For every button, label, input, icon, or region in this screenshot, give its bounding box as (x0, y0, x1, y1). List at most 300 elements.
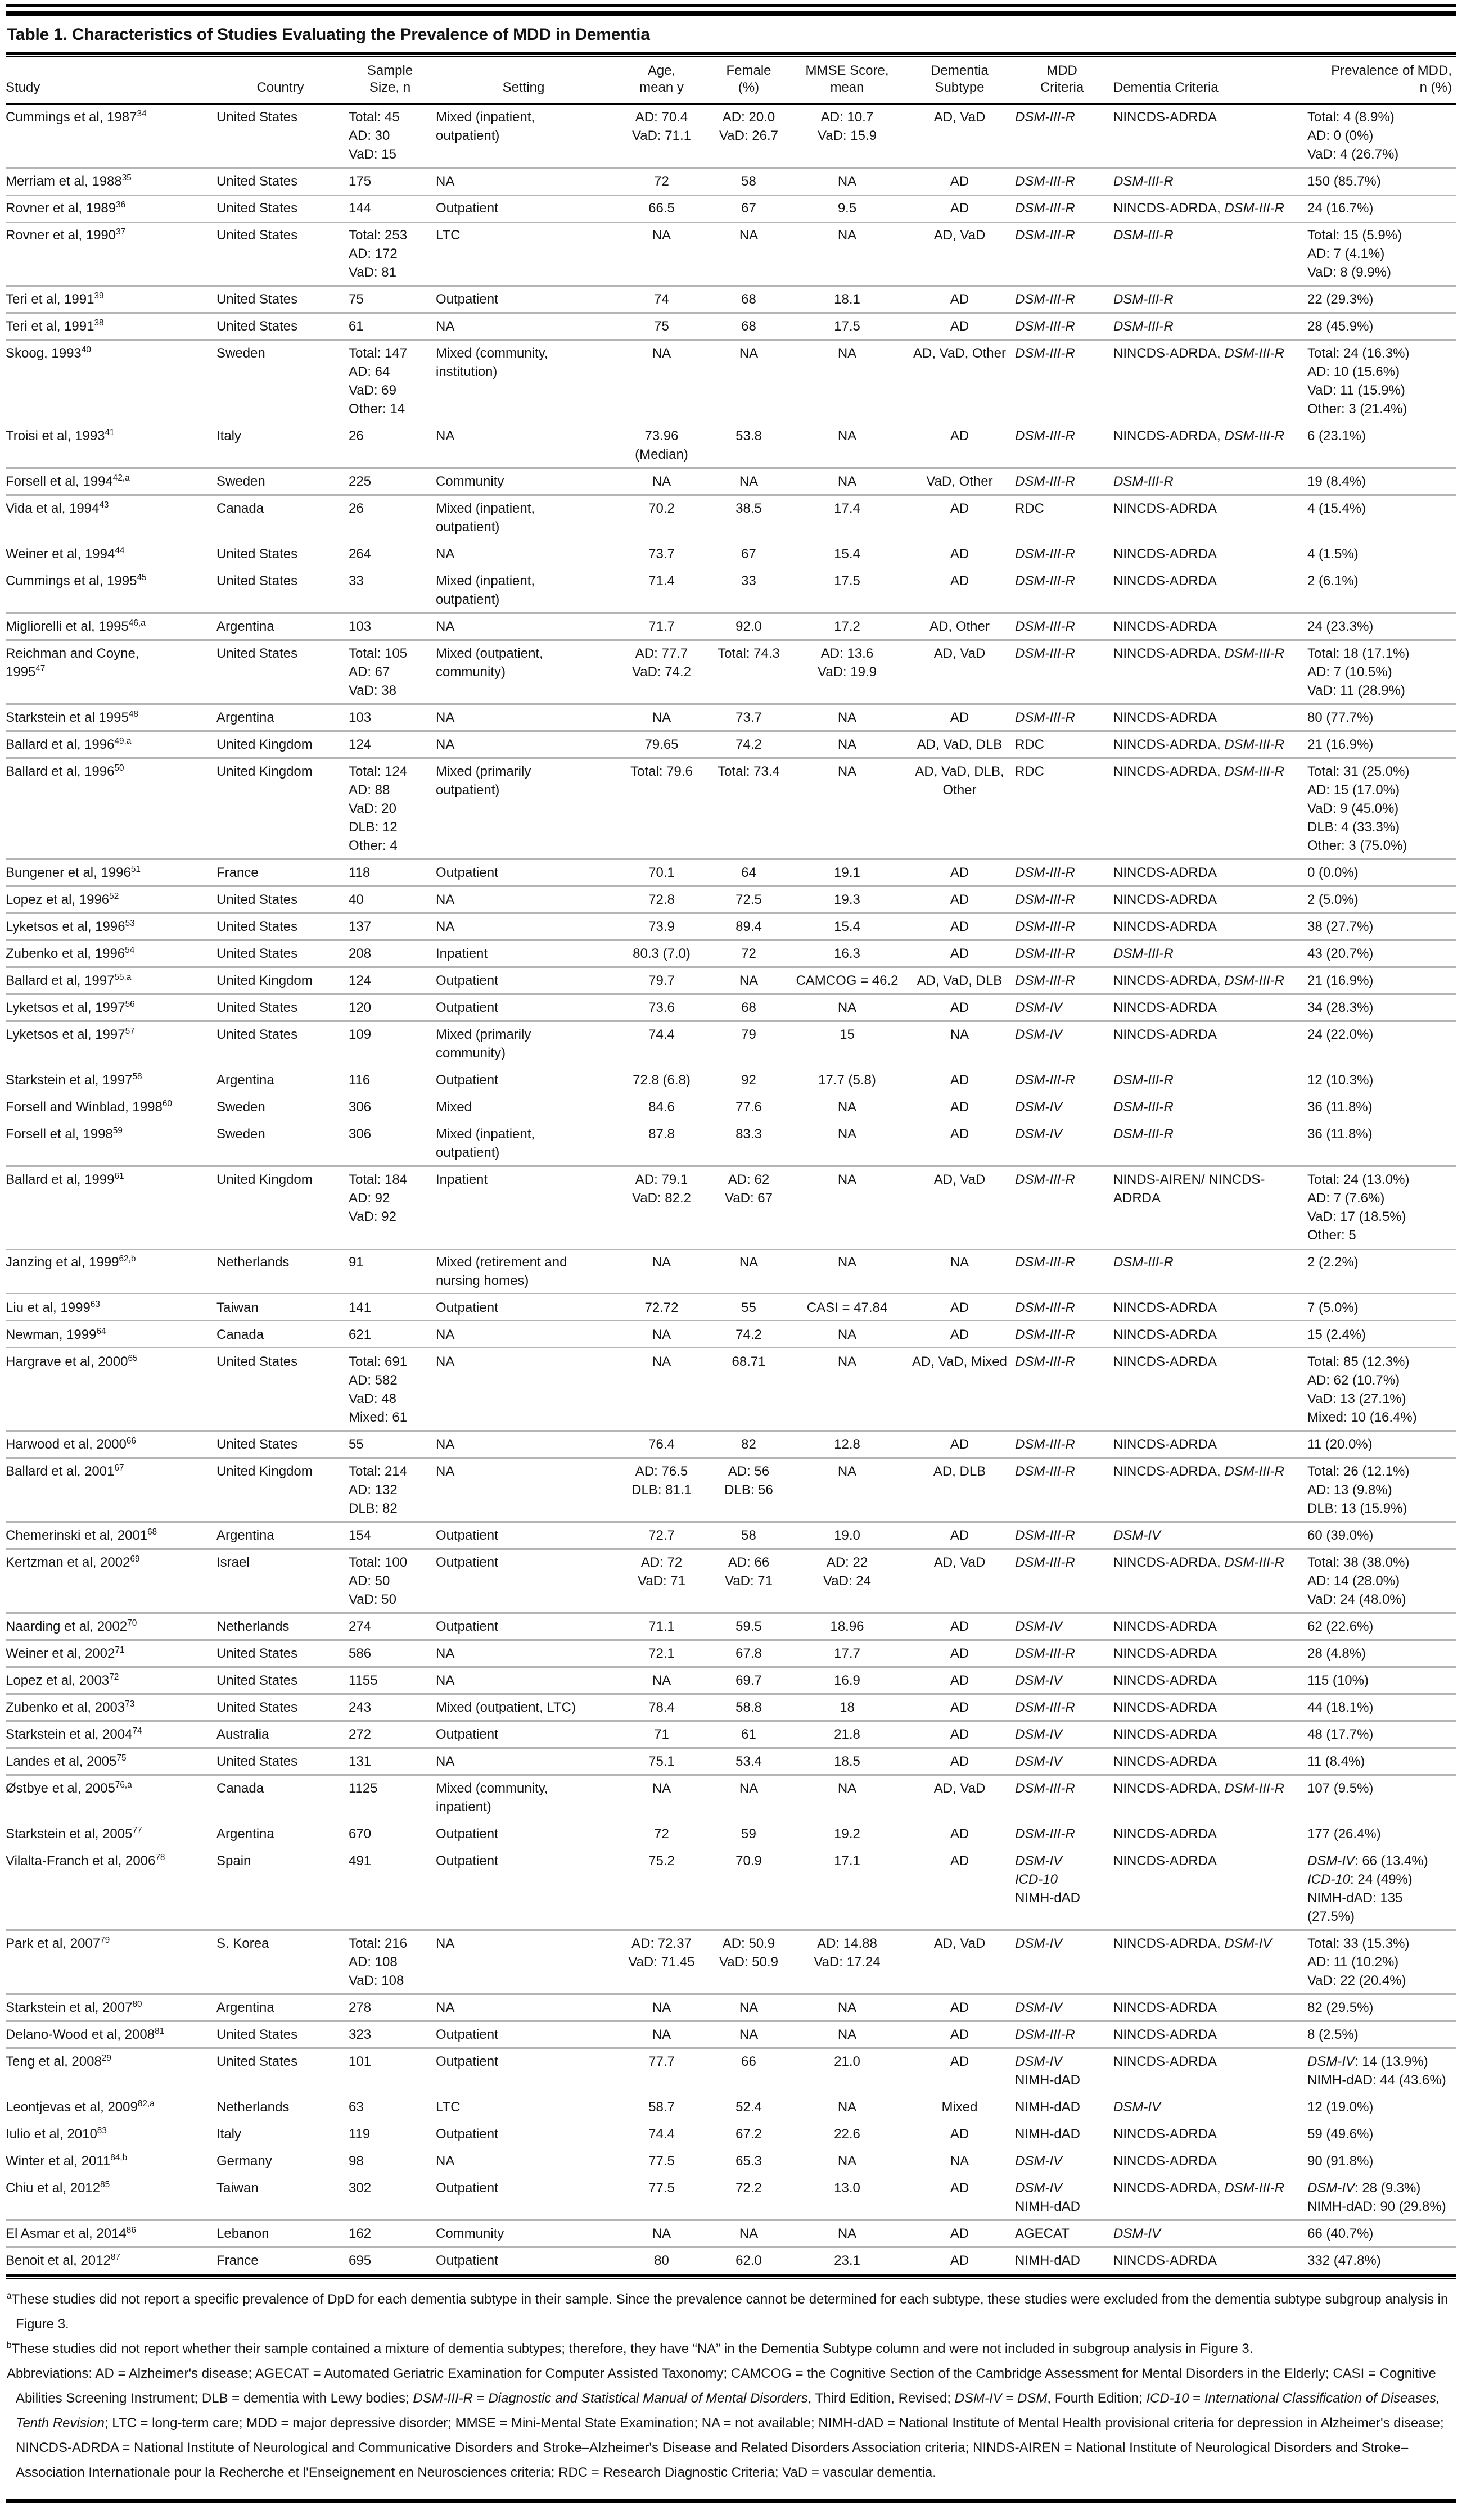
cell-mmse: NA (837, 1354, 857, 1369)
cell-study: Lyketsos et al, 1997$^{57}$ (6, 1026, 135, 1042)
cell-sample: 103 (349, 710, 372, 725)
cell-mdd: DSM-III-R (1015, 1437, 1075, 1452)
cell-setting: Mixed (outpatient, community) (436, 646, 543, 680)
cell-mmse: CAMCOG = 46.2 (796, 973, 899, 988)
table-row (6, 495, 1456, 541)
cell-setting: NA (436, 546, 455, 562)
cell-country: United Kingdom (216, 737, 313, 752)
cell-female: 58.8 (735, 1700, 762, 1715)
cell-setting: Outpatient (436, 292, 498, 307)
cell-prevalence: 150 (85.7%) (1307, 174, 1381, 189)
cell-mdd: DSM-III-R (1015, 865, 1075, 880)
cell-setting: Mixed (outpatient, LTC) (436, 1700, 576, 1715)
cell-sample: 103 (349, 619, 372, 634)
cell-prevalence: Total: 15 (5.9%) AD: 7 (4.1%) VaD: 8 (9.9%) (1307, 228, 1402, 280)
cell-female: AD: 62 VaD: 67 (725, 1172, 773, 1206)
cell-mdd: DSM-III-R (1015, 2027, 1075, 2042)
cell-study: Ballard et al, 2001$^{67}$ (6, 1463, 124, 1479)
cell-subtype: AD, DLB (933, 1464, 986, 1479)
cell-sample: 225 (349, 474, 372, 489)
cell-subtype: AD (950, 1100, 969, 1115)
cell-country: Canada (216, 1327, 264, 1342)
cell-age: 84.6 (648, 1100, 675, 1115)
cell-mmse: AD: 13.6 VaD: 19.9 (818, 646, 877, 680)
cell-setting: Mixed (retirement and nursing homes) (436, 1255, 567, 1288)
cell-setting: NA (436, 1437, 455, 1452)
cell-country: Argentina (216, 1528, 274, 1543)
cell-mmse: 19.0 (834, 1528, 860, 1543)
table-row (6, 286, 1456, 313)
table-row (6, 704, 1456, 731)
cell-country: United Kingdom (216, 764, 313, 779)
cell-subtype: AD (950, 710, 969, 725)
cell-mmse: 18.5 (834, 1754, 860, 1769)
cell-mdd: RDC (1015, 737, 1044, 752)
cell-mmse: 16.9 (834, 1673, 860, 1688)
cell-sample: 98 (349, 2153, 364, 2169)
column-header-prevalence: Prevalence of MDD, n (%) (1331, 63, 1452, 95)
cell-female: 83.3 (735, 1126, 762, 1142)
cell-age: 80 (654, 2253, 669, 2268)
cell-study: Rovner et al, 1989$^{36}$ (6, 200, 126, 216)
cell-subtype: AD (950, 1826, 969, 1842)
cell-setting: NA (436, 892, 455, 907)
cell-study: Cummings et al, 1995$^{45}$ (6, 573, 147, 589)
cell-age: 79.65 (644, 737, 679, 752)
cell-female: 66 (741, 2054, 756, 2069)
cell-prevalence: Total: 85 (12.3%) AD: 62 (10.7%) VaD: 13 (27.1%) Mixed: 10 (16.4%) (1307, 1354, 1417, 1425)
cell-setting: Outpatient (436, 973, 498, 988)
cell-prevalence: Total: 26 (12.1%) AD: 13 (9.8%) DLB: 13 (15.9%) (1307, 1464, 1410, 1516)
studies-table (6, 57, 1456, 2273)
cell-mdd: DSM-III-R (1015, 619, 1075, 634)
cell-mdd: DSM-III-R (1015, 546, 1075, 562)
column-header-female: Female (%) (726, 63, 771, 95)
cell-age: NA (652, 474, 671, 489)
cell-demcrit: NINCDS-ADRDA (1113, 1300, 1217, 1315)
cell-female: 53.4 (735, 1754, 762, 1769)
table-row (6, 104, 1456, 168)
table-row (6, 731, 1456, 758)
table-row (6, 1930, 1456, 1994)
cell-age: 80.3 (7.0) (633, 946, 691, 961)
cell-study: Lopez et al, 1996$^{52}$ (6, 892, 119, 907)
cell-age: NA (652, 346, 671, 361)
cell-country: Argentina (216, 619, 274, 634)
cell-subtype: AD (950, 201, 969, 216)
cell-mmse: NA (837, 428, 857, 444)
cell-mmse: NA (837, 764, 857, 779)
column-header-subtype: Dementia Subtype (931, 63, 989, 95)
cell-demcrit: NINCDS-ADRDA (1113, 1327, 1217, 1342)
cell-mmse: 19.1 (834, 865, 860, 880)
cell-prevalence: Total: 31 (25.0%) AD: 15 (17.0%) VaD: 9 (45.0%) DLB: 4 (33.3%) Other: 3 (75.0%) (1307, 764, 1410, 853)
cell-prevalence: 11 (8.4%) (1307, 1754, 1365, 1769)
cell-study: Starkstein et al, 2005$^{77}$ (6, 1826, 142, 1842)
cell-mmse: 21.0 (834, 2054, 860, 2069)
cell-country: United States (216, 292, 298, 307)
cell-sample: 26 (349, 501, 364, 516)
table-row (6, 1322, 1456, 1349)
cell-subtype: AD (950, 1437, 969, 1452)
cell-subtype: AD, VaD (933, 228, 986, 243)
cell-setting: Mixed (community, institution) (436, 346, 548, 379)
cell-mmse: NA (837, 474, 857, 489)
cell-mdd: DSM-III-R (1015, 346, 1075, 361)
cell-demcrit: DSM-III-R (1113, 474, 1174, 489)
cell-prevalence: DSM-IV: 66 (13.4%) ICD-10: 24 (49%) NIMH-dAD: 135 (27.5%) (1307, 1853, 1428, 1924)
cell-mdd: DSM-III-R (1015, 174, 1075, 189)
cell-mdd: DSM-IV (1015, 1000, 1062, 1015)
cell-subtype: AD, VaD, DLB, Other (915, 764, 1004, 798)
cell-female: 72.2 (735, 2180, 762, 2196)
cell-prevalence: 34 (28.3%) (1307, 1000, 1374, 1015)
column-header-country: Country (256, 80, 304, 95)
cell-female: NA (739, 228, 759, 243)
cell-mmse: 22.6 (834, 2127, 860, 2142)
table-row (6, 1431, 1456, 1458)
cell-subtype: AD (950, 573, 969, 589)
cell-demcrit: DSM-III-R (1113, 1255, 1174, 1270)
cell-mmse: NA (837, 1781, 857, 1796)
cell-study: Naarding et al, 2002$^{70}$ (6, 1618, 137, 1634)
cell-prevalence: 4 (15.4%) (1307, 501, 1366, 516)
cell-female: NA (739, 2226, 759, 2241)
cell-age: 75 (654, 319, 669, 334)
cell-country: Taiwan (216, 2180, 259, 2196)
cell-country: Canada (216, 1781, 264, 1796)
cell-mdd: DSM-III-R (1015, 292, 1075, 307)
cell-age: 77.5 (648, 2153, 675, 2169)
cell-mmse: NA (837, 2153, 857, 2169)
cell-setting: Outpatient (436, 2180, 498, 2196)
cell-demcrit: NINCDS-ADRDA (1113, 2253, 1217, 2268)
cell-prevalence: 36 (11.8%) (1307, 1126, 1373, 1142)
cell-subtype: AD (950, 1126, 969, 1142)
cell-country: United States (216, 1354, 298, 1369)
cell-prevalence: 332 (47.8%) (1307, 2253, 1381, 2268)
cell-study: Vida et al, 1994$^{43}$ (6, 500, 109, 516)
cell-setting: Outpatient (436, 2054, 498, 2069)
cell-study: Skoog, 1993$^{40}$ (6, 345, 91, 361)
cell-mmse: NA (837, 1126, 857, 1142)
cell-female: NA (739, 973, 759, 988)
cell-prevalence: 12 (10.3%) (1307, 1073, 1374, 1088)
cell-sample: 116 (349, 1073, 371, 1088)
cell-demcrit: NINCDS-ADRDA, DSM-III-R (1113, 973, 1284, 988)
cell-mmse: 17.1 (834, 1853, 860, 1868)
cell-prevalence: 6 (23.1%) (1307, 428, 1366, 444)
cell-study: Landes et al, 2005$^{75}$ (6, 1753, 127, 1769)
cell-prevalence: 62 (22.6%) (1307, 1619, 1374, 1634)
cell-demcrit: NINCDS-ADRDA (1113, 892, 1217, 907)
cell-mmse: NA (837, 2000, 857, 2015)
cell-country: United States (216, 2054, 298, 2069)
cell-mdd: DSM-III-R (1015, 474, 1075, 489)
footnotes-section (6, 2279, 1456, 2491)
table-row (6, 1848, 1456, 1930)
cell-female: 70.9 (735, 1853, 762, 1868)
cell-study: Zubenko et al, 1996$^{54}$ (6, 945, 135, 961)
cell-female: Total: 74.3 (718, 646, 780, 661)
cell-study: Weiner et al, 2002$^{71}$ (6, 1645, 125, 1661)
cell-study: Migliorelli et al, 1995$^{46,a}$ (6, 618, 146, 634)
cell-country: Netherlands (216, 1255, 290, 1270)
column-header-mdd: MDD Criteria (1040, 63, 1084, 95)
cell-demcrit: DSM-IV (1113, 2226, 1161, 2241)
cell-female: 59.5 (735, 1619, 762, 1634)
table-row (6, 423, 1456, 468)
cell-setting: NA (436, 1673, 455, 1688)
cell-mmse: 17.4 (834, 501, 860, 516)
cell-age: 71 (654, 1727, 669, 1742)
cell-subtype: VaD, Other (926, 474, 993, 489)
cell-sample: 131 (349, 1754, 372, 1769)
cell-sample: 302 (349, 2180, 372, 2196)
cell-age: 74 (654, 292, 669, 307)
column-header-mmse: MMSE Score, mean (805, 63, 889, 95)
cell-mmse: 9.5 (837, 201, 857, 216)
cell-setting: Outpatient (436, 2127, 498, 2142)
cell-prevalence: 28 (45.9%) (1307, 319, 1374, 334)
table-row (6, 940, 1456, 967)
cell-demcrit: NINCDS-ADRDA, DSM-III-R (1113, 646, 1284, 661)
cell-mmse: 15.4 (834, 546, 860, 562)
cell-subtype: AD, VaD, DLB (917, 973, 1003, 988)
cell-prevalence: 24 (23.3%) (1307, 619, 1374, 634)
cell-study: Østbye et al, 2005$^{76,a}$ (6, 1780, 132, 1796)
cell-subtype: AD, VaD (933, 646, 986, 661)
cell-female: 68.71 (732, 1354, 766, 1369)
table-row (6, 1349, 1456, 1431)
cell-study: Zubenko et al, 2003$^{73}$ (6, 1699, 135, 1715)
cell-mmse: 18.1 (834, 292, 860, 307)
cell-subtype: AD (950, 1646, 969, 1661)
cell-setting: NA (436, 1464, 455, 1479)
cell-prevalence: 90 (91.8%) (1307, 2153, 1374, 2169)
cell-sample: 586 (349, 1646, 372, 1661)
table-row (6, 313, 1456, 340)
cell-mdd: RDC (1015, 501, 1044, 516)
table-row (6, 1166, 1456, 1249)
cell-country: United States (216, 573, 298, 589)
cell-setting: Mixed (inpatient, outpatient) (436, 110, 535, 143)
cell-prevalence: 0 (0.0%) (1307, 865, 1359, 880)
cell-female: 33 (741, 573, 756, 589)
cell-demcrit: NINCDS-ADRDA (1113, 2153, 1217, 2169)
cell-demcrit: NINCDS-ADRDA, DSM-III-R (1113, 737, 1284, 752)
cell-setting: LTC (436, 2100, 461, 2115)
cell-mmse: NA (837, 710, 857, 725)
cell-study: Teri et al, 1991$^{39}$ (6, 291, 104, 307)
cell-demcrit: NINCDS-ADRDA (1113, 1754, 1217, 1769)
cell-sample: 175 (349, 174, 372, 189)
cell-demcrit: DSM-III-R (1113, 174, 1174, 189)
cell-age: NA (652, 710, 671, 725)
cell-sample: 119 (349, 2127, 371, 2142)
table-row (6, 913, 1456, 940)
cell-age: NA (652, 228, 671, 243)
table-row (6, 1094, 1456, 1121)
cell-sample: 1125 (349, 1781, 378, 1796)
cell-female: 65.3 (735, 2153, 762, 2169)
table-row (6, 2094, 1456, 2121)
cell-mdd: DSM-III-R (1015, 228, 1075, 243)
column-header-setting: Setting (502, 80, 545, 95)
cell-female: NA (739, 1781, 759, 1796)
cell-mdd: DSM-III-R (1015, 1073, 1075, 1088)
cell-setting: Community (436, 2226, 504, 2241)
cell-study: Lopez et al, 2003$^{72}$ (6, 1672, 119, 1688)
cell-subtype: AD, Other (929, 619, 990, 634)
cell-prevalence: 107 (9.5%) (1307, 1781, 1374, 1796)
cell-prevalence: 36 (11.8%) (1307, 1100, 1373, 1115)
cell-demcrit: NINCDS-ADRDA, DSM-III-R (1113, 1781, 1284, 1796)
cell-demcrit: DSM-III-R (1113, 1073, 1174, 1088)
cell-sample: 306 (349, 1100, 372, 1115)
cell-setting: NA (436, 619, 455, 634)
cell-mdd: DSM-IV (1015, 2000, 1062, 2015)
cell-age: NA (652, 1781, 671, 1796)
cell-mmse: NA (837, 2100, 857, 2115)
cell-setting: Outpatient (436, 1300, 498, 1315)
table-row (6, 1249, 1456, 1295)
cell-setting: Outpatient (436, 1000, 498, 1015)
cell-female: 53.8 (735, 428, 762, 444)
cell-subtype: AD (950, 2226, 969, 2241)
cell-setting: NA (436, 319, 455, 334)
column-header-demcrit: Dementia Criteria (1113, 80, 1219, 95)
cell-subtype: AD (950, 2054, 969, 2069)
cell-sample: 695 (349, 2253, 372, 2268)
table-row (6, 1667, 1456, 1694)
cell-subtype: AD (950, 2127, 969, 2142)
cell-study: Merriam et al, 1988$^{35}$ (6, 173, 132, 189)
cell-mdd: DSM-III-R (1015, 1781, 1075, 1796)
footnote-b: $^b$These studies did not report whether their sample contained a mixture of dementia subtypes; therefore, they have “NA” in the Dementia Subtype column and were not included in subgroup analysis in Figure 3. (7, 2341, 1253, 2356)
cell-mdd: DSM-IV NIMH-dAD (1015, 2180, 1081, 2214)
cell-study: Forsell et al, 1994$^{42,a}$ (6, 473, 130, 489)
cell-country: Argentina (216, 1073, 274, 1088)
cell-female: AD: 56 DLB: 56 (724, 1464, 773, 1497)
cell-mdd: DSM-III-R (1015, 428, 1075, 444)
cell-age: 74.4 (648, 1027, 675, 1042)
cell-sample: 120 (349, 1000, 372, 1015)
cell-country: United Kingdom (216, 1464, 313, 1479)
cell-age: AD: 79.1 VaD: 82.2 (632, 1172, 691, 1206)
cell-setting: LTC (436, 228, 461, 243)
cell-demcrit: DSM-III-R (1113, 1100, 1174, 1115)
cell-study: Leontjevas et al, 2009$^{82,a}$ (6, 2099, 155, 2115)
cell-mmse: 19.3 (834, 892, 860, 907)
cell-country: Australia (216, 1727, 269, 1742)
cell-sample: 144 (349, 201, 372, 216)
cell-prevalence: 21 (16.9%) (1307, 737, 1374, 752)
table-row (6, 195, 1456, 222)
cell-study: Lyketsos et al, 1997$^{56}$ (6, 999, 135, 1015)
table-row (6, 1458, 1456, 1522)
cell-age: 72.7 (648, 1528, 675, 1543)
cell-subtype: AD (950, 1619, 969, 1634)
cell-study: Forsell and Winblad, 1998$^{60}$ (6, 1099, 172, 1115)
cell-sample: 109 (349, 1027, 372, 1042)
cell-mdd: DSM-III-R (1015, 919, 1075, 934)
cell-country: United States (216, 174, 298, 189)
table-row (6, 541, 1456, 568)
cell-study: Bungener et al, 1996$^{51}$ (6, 865, 141, 880)
table-row (6, 340, 1456, 423)
cell-study: Starkstein et al 1995$^{48}$ (6, 709, 138, 725)
cell-age: 74.4 (648, 2127, 675, 2142)
cell-prevalence: DSM-IV: 28 (9.3%) NIMH-dAD: 90 (29.8%) (1307, 2180, 1446, 2214)
cell-study: Ballard et al, 1996$^{49,a}$ (6, 736, 132, 752)
cell-mdd: DSM-III-R (1015, 1464, 1075, 1479)
cell-mmse: 17.7 (834, 1646, 860, 1661)
cell-subtype: AD (950, 2253, 969, 2268)
cell-demcrit: DSM-IV (1113, 1528, 1161, 1543)
cell-mmse: AD: 10.7 VaD: 15.9 (818, 110, 877, 143)
cell-study: Iulio et al, 2010$^{83}$ (6, 2126, 107, 2142)
cell-mdd: DSM-III-R (1015, 646, 1075, 661)
cell-setting: Mixed (primarily outpatient) (436, 764, 531, 798)
table-row (6, 1640, 1456, 1667)
cell-subtype: NA (950, 2153, 969, 2169)
cell-mmse: NA (837, 174, 857, 189)
cell-subtype: AD, VaD (933, 1555, 986, 1570)
table-row (6, 2247, 1456, 2274)
cell-subtype: AD (950, 2027, 969, 2042)
cell-female: 58 (741, 1528, 756, 1543)
cell-mmse: CASI = 47.84 (806, 1300, 888, 1315)
cell-age: 77.5 (648, 2180, 675, 2196)
cell-study: Chiu et al, 2012$^{85}$ (6, 2180, 110, 2196)
cell-country: Canada (216, 501, 264, 516)
cell-demcrit: NINCDS-ADRDA (1113, 2054, 1217, 2069)
cell-female: 68 (741, 1000, 756, 1015)
cell-age: NA (652, 1354, 671, 1369)
table-row (6, 1021, 1456, 1067)
cell-mdd: RDC (1015, 764, 1044, 779)
cell-female: 61 (741, 1727, 756, 1742)
table-row (6, 2048, 1456, 2094)
cell-demcrit: NINCDS-ADRDA (1113, 573, 1217, 589)
cell-subtype: AD (950, 1727, 969, 1742)
cell-country: United States (216, 1754, 298, 1769)
table-row (6, 1775, 1456, 1821)
cell-demcrit: NINCDS-ADRDA (1113, 2000, 1217, 2015)
cell-country: S. Korea (216, 1936, 269, 1951)
cell-prevalence: 24 (22.0%) (1307, 1027, 1374, 1042)
cell-setting: NA (436, 428, 455, 444)
cell-setting: NA (436, 737, 455, 752)
cell-country: United States (216, 946, 298, 961)
divider (6, 2499, 1456, 2503)
cell-study: Forsell et al, 1998$^{59}$ (6, 1126, 123, 1142)
cell-age: AD: 72 VaD: 71 (638, 1555, 685, 1589)
cell-setting: Outpatient (436, 1073, 498, 1088)
cell-setting: NA (436, 2000, 455, 2015)
cell-subtype: Mixed (941, 2100, 978, 2115)
cell-prevalence: 24 (16.7%) (1307, 201, 1374, 216)
cell-mdd: DSM-III-R (1015, 946, 1075, 961)
cell-prevalence: 28 (4.8%) (1307, 1646, 1366, 1661)
cell-demcrit: NINCDS-ADRDA, DSM-III-R (1113, 201, 1284, 216)
cell-subtype: AD (950, 1000, 969, 1015)
cell-study: Teng et al, 2008$^{29}$ (6, 2053, 111, 2069)
table-row (6, 222, 1456, 286)
cell-study: Troisi et al, 1993$^{41}$ (6, 428, 115, 444)
cell-setting: Outpatient (436, 2253, 498, 2268)
